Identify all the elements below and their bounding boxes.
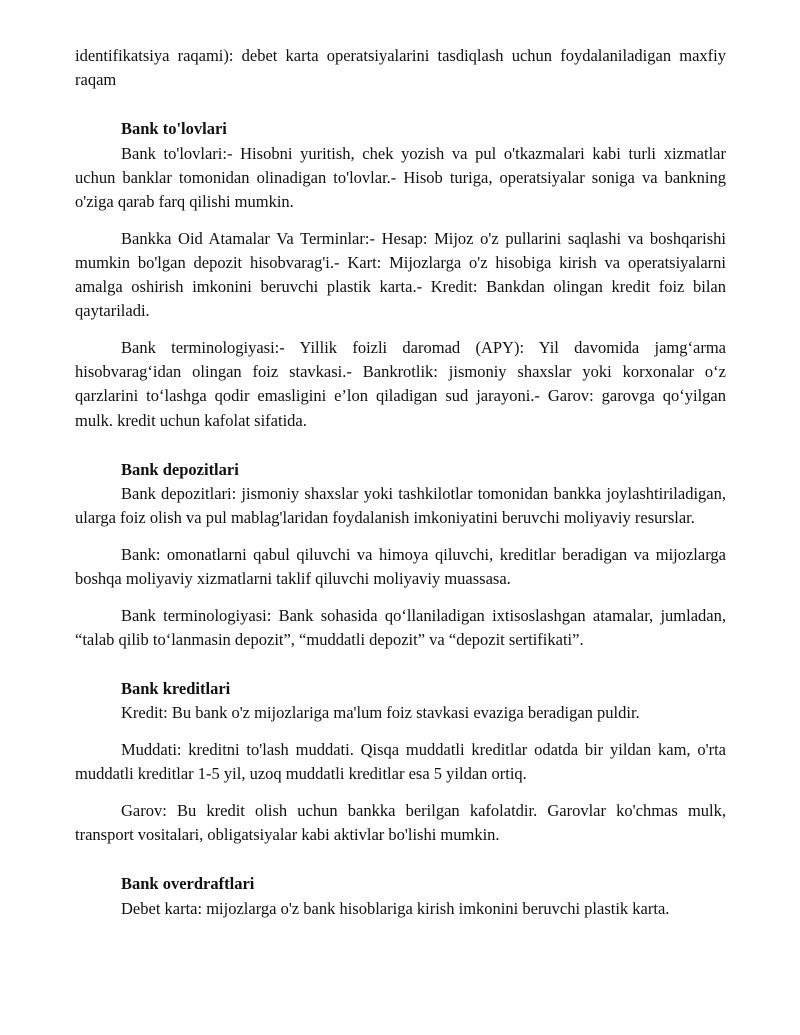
- section-heading: Bank kreditlari: [121, 679, 231, 699]
- paragraph: Bank to'lovlari:- Hisobni yuritish, chek yozish va pul o'tkazmalari kabi turli xizmatlar uchun banklar tomonidan olinadigan to'lovlar.- Hisob turiga, operatsiyalar soniga va bankning o'ziga qarab farq qilishi mumkin.: [75, 143, 726, 212]
- paragraph: Garov: Bu kredit olish uchun bankka berilgan kafolatdir. Garovlar ko'chmas mulk, transport vositalari, obligatsiyalar kabi aktivlar bo'lishi mumkin.: [75, 801, 726, 845]
- paragraph: Debet karta: mijozlarga o'z bank hisoblariga kirish imkonini beruvchi plastik karta.: [121, 898, 670, 918]
- intro-fragment: identifikatsiya raqami): debet karta operatsiyalarini tasdiqlash uchun foydalaniladigan maxfiy raqam: [75, 46, 726, 90]
- section-heading: Bank depozitlari: [121, 459, 239, 479]
- paragraph: Bank depozitlari: jismoniy shaxslar yoki tashkilotlar tomonidan bankka joylashtiriladigan, ularga foiz olish va pul mablag'laridan foydalanish imkoniyatini beruvchi moliyaviy resurslar.: [75, 484, 726, 528]
- section-heading: Bank to'lovlari: [121, 119, 227, 139]
- section-bank-overdraftlari: [75, 872, 726, 920]
- paragraph: Bank terminologiyasi: Bank sohasida qo‘llaniladigan ixtisoslashgan atamalar, jumladan, “talab qilib to‘lanmasin depozit”, “muddatli depozit” va “depozit sertifikati”.: [75, 605, 726, 650]
- section-bank-depozitlari: [75, 458, 726, 652]
- paragraph: Muddati: kreditni to'lash muddati. Qisqa muddatli kreditlar odatda bir yildan kam, o'rta muddatli kreditlar 1-5 yil, uzoq muddatli kreditlar esa 5 yildan ortiq.: [75, 740, 726, 784]
- section-bank-kreditlari: [75, 677, 726, 847]
- section-bank-tolovlari: [75, 117, 726, 432]
- paragraph: Bank: omonatlarni qabul qiluvchi va himoya qiluvchi, kreditlar beradigan va mijozlarga boshqa moliyaviy xizmatlarni taklif qiluvchi moliyaviy muassasa.: [75, 544, 726, 589]
- paragraph: Bankka Oid Atamalar Va Terminlar:- Hesap: Mijoz o'z pullarini saqlashi va boshqarishi mumkin bo'lgan depozit hisobvarag'i.- Kart: Mijozlarga o'z hisobiga kirish va operatsiyalarni amalga oshirish imkonini beruvchi plastik karta.- Kredit: Bankdan olingan kredit foiz bilan qaytariladi.: [75, 228, 726, 321]
- document-page: [75, 44, 726, 921]
- section-heading: Bank overdraftlari: [121, 874, 255, 894]
- paragraph: Kredit: Bu bank o'z mijozlariga ma'lum foiz stavkasi evaziga beradigan puldir.: [121, 703, 640, 723]
- paragraph: Bank terminologiyasi:- Yillik foizli daromad (APY): Yil davomida jamg‘arma hisobvarag‘idan olingan foiz stavkasi.- Bankrotlik: jismoniy shaxslar yoki korxonalar o‘z qarzlarini to‘lashga qodir emasligini e’lon qiladigan sud jarayoni.- Garov: garovga qo‘yilgan mulk. kredit uchun kafolat sifatida.: [75, 338, 726, 430]
